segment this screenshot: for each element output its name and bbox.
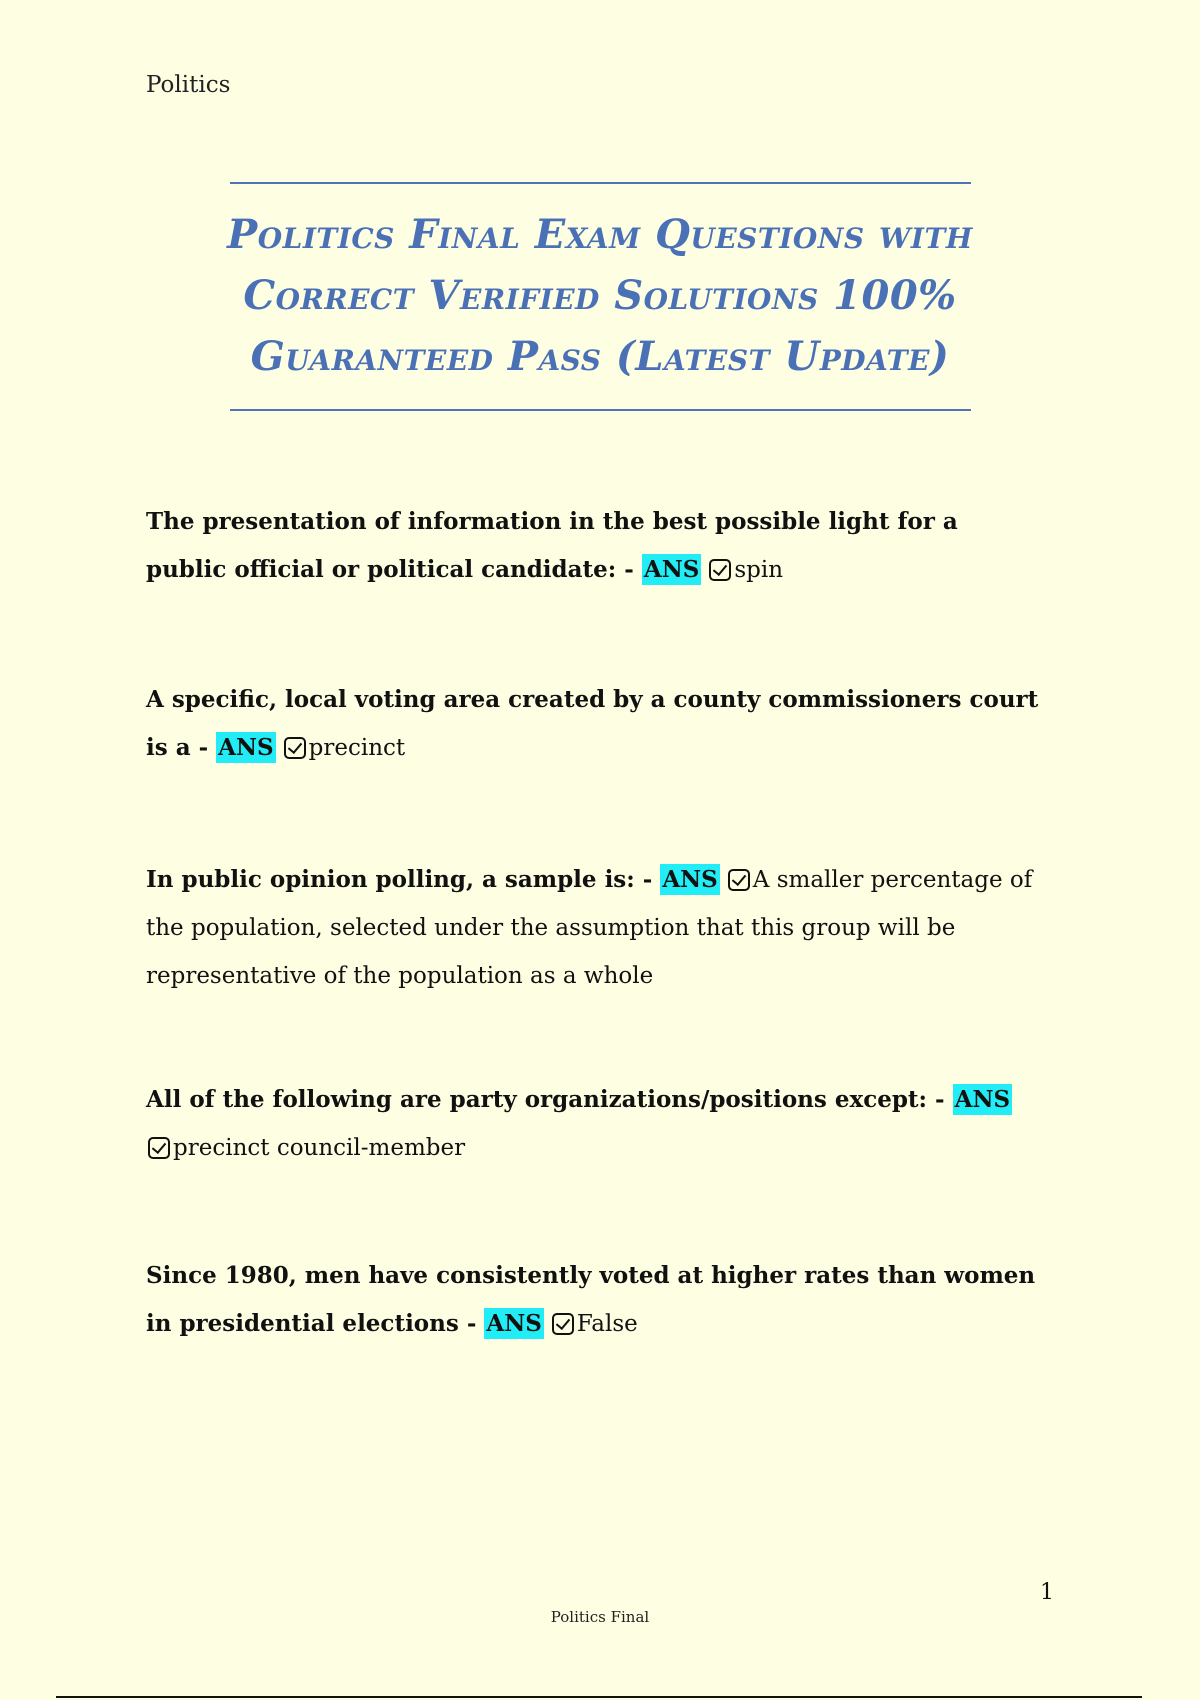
- question-text: In public opinion polling, a sample is: -: [146, 866, 661, 893]
- answer-text: precinct council-member: [173, 1135, 466, 1161]
- question-text: A specific, local voting area created by a county commissioners court is a -: [146, 686, 1039, 761]
- answer-text: False: [576, 1311, 638, 1337]
- ans-marker: ANS: [218, 734, 274, 761]
- checkbox-checked-icon: [552, 1313, 574, 1335]
- qa-item-3: [146, 856, 1046, 1000]
- page-number: 1: [1040, 1580, 1054, 1605]
- running-header: Politics: [146, 72, 231, 98]
- qa-item-2: [146, 676, 1046, 772]
- checkbox-checked-icon: [728, 869, 750, 891]
- qa-item-5: [146, 1252, 1046, 1348]
- qa-item-1: [146, 498, 1046, 594]
- question-text: Since 1980, men have consistently voted at higher rates than women in presidential elections -: [146, 1262, 1036, 1337]
- checkbox-checked-icon: [709, 559, 731, 581]
- qa-item-4: [146, 1076, 1046, 1172]
- answer-text: precinct: [308, 735, 406, 761]
- answer-text: A smaller percentage of the population, selected under the assumption that this group will be representative of the population as a whole: [146, 867, 1033, 989]
- answer-text: spin: [734, 557, 784, 583]
- ans-marker: ANS: [643, 556, 700, 583]
- checkbox-checked-icon: [284, 737, 306, 759]
- ans-marker: ANS: [954, 1086, 1011, 1113]
- ans-marker: ANS: [662, 866, 718, 893]
- ans-marker: ANS: [486, 1310, 542, 1337]
- title-top-rule: [230, 182, 971, 184]
- document-title: Politics Final Exam Questions with Correct Verified Solutions 100% Guaranteed Pass (Latest Update): [227, 211, 973, 380]
- checkbox-checked-icon: [148, 1137, 170, 1159]
- footer-rule: [56, 1696, 1142, 1698]
- question-text: The presentation of information in the best possible light for a public official or political candidate: -: [146, 508, 958, 583]
- question-text: All of the following are party organizations/positions except: -: [146, 1086, 953, 1113]
- footer-text: Politics Final: [550, 1608, 650, 1626]
- title-bottom-rule: [230, 409, 971, 411]
